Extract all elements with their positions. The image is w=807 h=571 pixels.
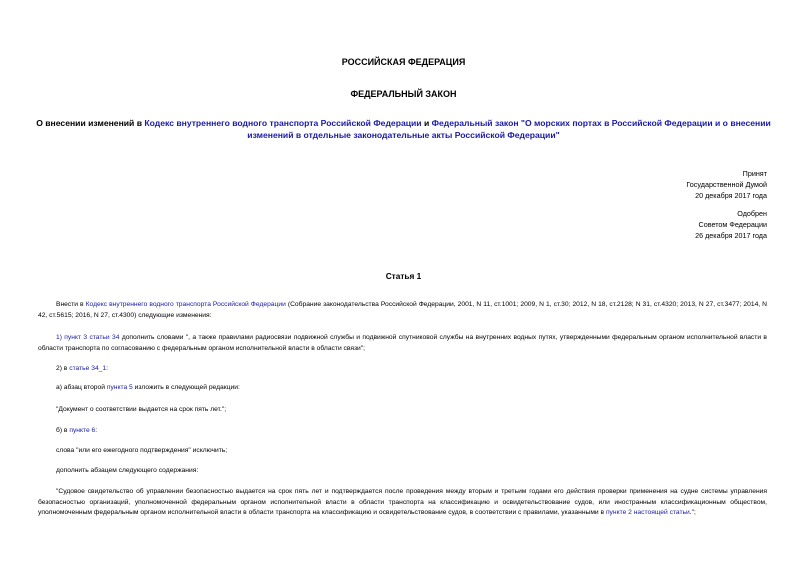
p6-link[interactable]: пункте 6 (69, 427, 96, 434)
country-heading: РОССИЙСКАЯ ФЕДЕРАЦИЯ (341, 57, 466, 67)
doc-type-heading: ФЕДЕРАЛЬНЫЙ ЗАКОН (350, 89, 457, 99)
p2-post: дополнить словами ", а также правилами радиосвязи подвижной службы и подвижной спутниковой службы на внутренних водных путях, утвержденными федеральным органом исполнительной власти в области транспорта по согласованию с федеральным органом исполнительной власти в области связи"; (38, 334, 767, 352)
approved-block (695, 208, 767, 241)
paragraph-5: "Документ о соответствии выдается на срок пять лет."; (56, 406, 227, 413)
p9-link[interactable]: пункте 2 настоящей статьи (605, 509, 690, 516)
paragraph-4 (38, 383, 767, 394)
adopted-date: 20 декабря 2017 года (695, 191, 767, 200)
p4-pre: а) абзац второй (56, 384, 107, 391)
adopted-line2: Государственной Думой (686, 180, 767, 189)
p6-post: : (95, 427, 98, 434)
title-link-law[interactable]: Федеральный закон "О морских портах в Российской Федерации и о внесении изменений в отдельные законодательные акты Российской Федерации" (247, 118, 771, 140)
approved-date: 26 декабря 2017 года (695, 231, 767, 240)
title-middle: и (421, 118, 432, 128)
p3-pre: 2) в (56, 365, 70, 372)
paragraph-6 (38, 426, 767, 437)
p4-post: изложить в следующей редакции: (132, 384, 240, 391)
paragraph-2 (38, 333, 767, 354)
document-title (30, 117, 777, 141)
p4-link[interactable]: пункта 5 (106, 384, 133, 391)
p3-link[interactable]: статье 34_1 (69, 365, 107, 372)
paragraph-3 (38, 364, 767, 375)
p1-post: (Собрание законодательства Российской Федерации, 2001, N 11, ст.1001; 2009, N 1, ст.30; 2012, N 18, ст.2128; N 31, ст.4320; 2013, N 27, ст.3477; 2014, N 42, ст.5615; 2016, N 27, ст.4300) следующие изменения: (38, 301, 767, 319)
paragraph-1 (38, 300, 767, 321)
p6-pre: б) в (56, 427, 70, 434)
p1-pre: Внести в (56, 301, 86, 308)
paragraph-9 (38, 487, 767, 519)
approved-line1: Одобрен (737, 209, 767, 218)
title-link-code[interactable]: Кодекс внутреннего водного транспорта Российской Федерации (144, 118, 422, 128)
paragraph-8: дополнить абзацем следующего содержания: (56, 467, 199, 474)
p1-link[interactable]: Кодекс внутреннего водного транспорта Российской Федерации (85, 301, 286, 308)
article-heading: Статья 1 (385, 271, 422, 281)
p9-post: ."; (689, 509, 696, 516)
p3-post: : (106, 365, 108, 372)
title-prefix: О внесении изменений в (36, 118, 145, 128)
p9-pre: "Судовое свидетельство об управлении безопасностью выдается на срок пять лет и подтверждается после проведения между вторым и третьим годами его действия проверки применения на судне системы управления безопасностью организаций, уполномоченной федеральным органом исполнительной власти в области транспорта на классификацию и освидетельствование судов, или иностранным классификационным обществом, уполномоченным федеральным органом исполнительной власти в области транспорта на классификацию и освидетельствование судов, в соответствии с правилами, указанными в (38, 488, 767, 516)
adopted-line1: Принят (742, 169, 767, 178)
paragraph-7: слова "или его ежегодного подтверждения" исключить; (56, 447, 228, 454)
approved-line2: Советом Федерации (698, 220, 767, 229)
p2-link[interactable]: 1) пункт 3 статьи 34 (56, 334, 120, 341)
adopted-block (686, 168, 767, 201)
